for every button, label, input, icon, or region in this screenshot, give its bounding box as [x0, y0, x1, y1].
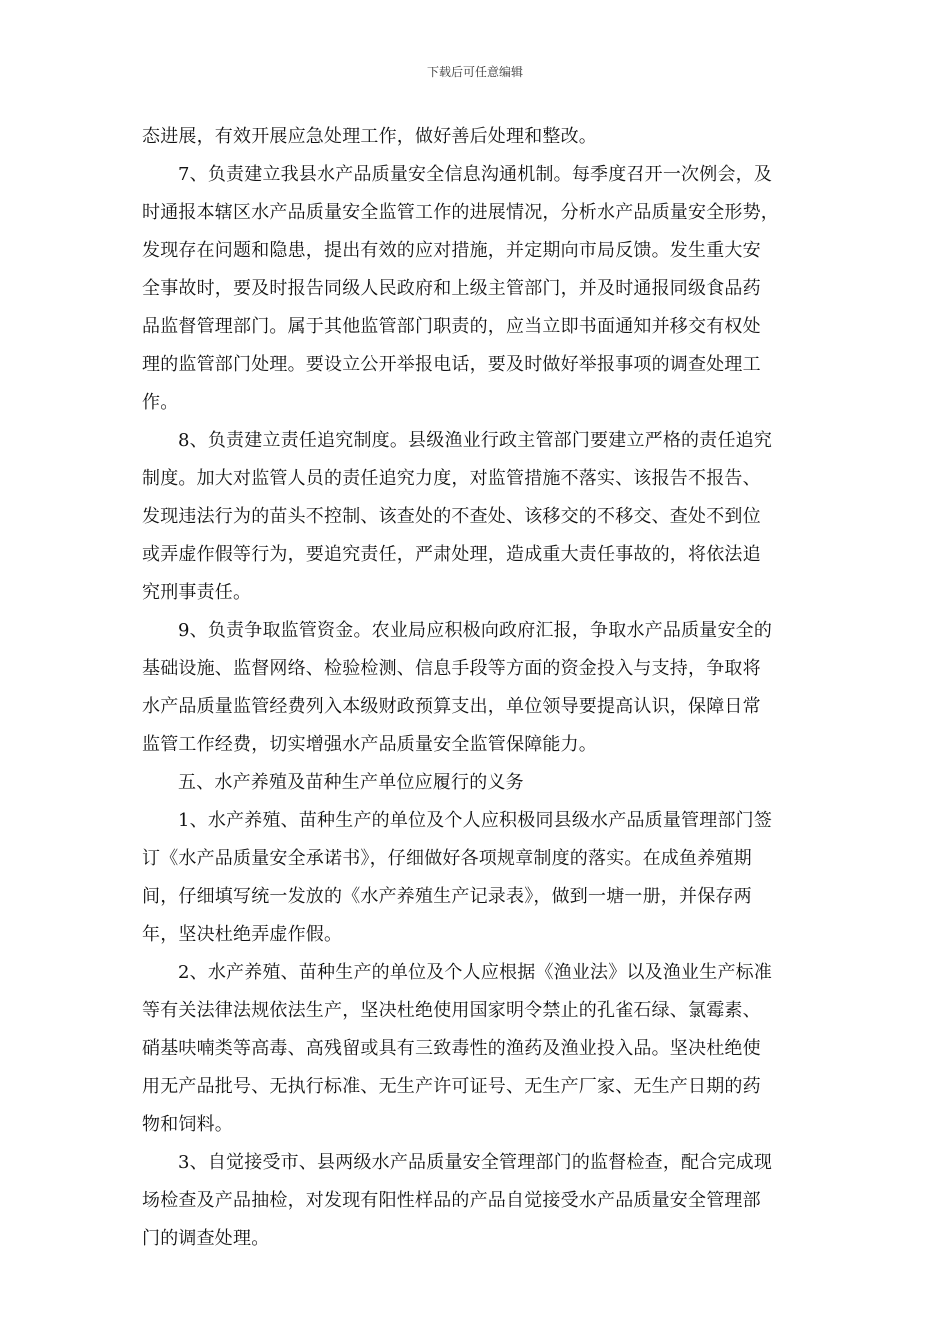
page-header: 下载后可任意编辑	[426, 65, 523, 79]
text-line: 硝基呋喃类等高毒、高残留或具有三致毒性的渔药及渔业投入品。坚决杜绝使	[142, 1038, 761, 1059]
text-line: 态进展，有效开展应急处理工作，做好善后处理和整改。	[142, 126, 597, 147]
text-line: 1、水产养殖、苗种生产的单位及个人应积极同县级水产品质量管理部门签	[178, 810, 773, 831]
text-line: 等有关法律法规依法生产，坚决杜绝使用国家明令禁止的孔雀石绿、氯霉素、	[142, 1000, 761, 1021]
text-line: 3、自觉接受市、县两级水产品质量安全管理部门的监督检查，配合完成现	[178, 1152, 773, 1173]
text-line: 水产品质量监管经费列入本级财政预算支出，单位领导要提高认识，保障日常	[142, 696, 761, 717]
text-line: 究刑事责任。	[142, 582, 252, 603]
text-line: 理的监管部门处理。要设立公开举报电话，要及时做好举报事项的调查处理工	[142, 354, 761, 375]
text-line: 8、负责建立责任追究制度。县级渔业行政主管部门要建立严格的责任追究	[178, 430, 773, 451]
text-line: 物和饲料。	[142, 1114, 233, 1135]
text-line: 或弄虚作假等行为，要追究责任，严肃处理，造成重大责任事故的，将依法追	[142, 544, 761, 565]
text-line: 监管工作经费，切实增强水产品质量安全监管保障能力。	[142, 734, 597, 755]
text-line: 品监督管理部门。属于其他监管部门职责的，应当立即书面通知并移交有权处	[142, 316, 761, 337]
text-line: 全事故时，要及时报告同级人民政府和上级主管部门，并及时通报同级食品药	[142, 278, 761, 299]
text-line: 发现违法行为的苗头不控制、该查处的不查处、该移交的不移交、查处不到位	[142, 506, 761, 527]
text-line: 场检查及产品抽检，对发现有阳性样品的产品自觉接受水产品质量安全管理部	[142, 1190, 761, 1211]
section-heading: 五、水产养殖及苗种生产单位应履行的义务	[178, 772, 524, 793]
text-line: 基础设施、监督网络、检验检测、信息手段等方面的资金投入与支持，争取将	[142, 658, 761, 679]
text-line: 门的调查处理。	[142, 1228, 270, 1249]
text-line: 作。	[142, 392, 179, 413]
text-line: 间，仔细填写统一发放的《水产养殖生产记录表》，做到一塘一册，并保存两	[142, 886, 752, 907]
text-line: 时通报本辖区水产品质量安全监管工作的进展情况，分析水产品质量安全形势，	[142, 202, 779, 223]
text-line: 发现存在问题和隐患，提出有效的应对措施，并定期向市局反馈。发生重大安	[142, 240, 761, 261]
text-line: 9、负责争取监管资金。农业局应积极向政府汇报，争取水产品质量安全的	[178, 620, 773, 641]
text-line: 用无产品批号、无执行标准、无生产许可证号、无生产厂家、无生产日期的药	[142, 1076, 761, 1097]
text-line: 订《水产品质量安全承诺书》，仔细做好各项规章制度的落实。在成鱼养殖期	[142, 848, 752, 869]
text-line: 2、水产养殖、苗种生产的单位及个人应根据《渔业法》以及渔业生产标准	[178, 962, 773, 983]
text-line: 年，坚决杜绝弄虚作假。	[142, 924, 343, 945]
text-line: 7、负责建立我县水产品质量安全信息沟通机制。每季度召开一次例会，及	[178, 164, 773, 185]
document-body	[142, 118, 812, 1258]
text-line: 制度。加大对监管人员的责任追究力度，对监管措施不落实、该报告不报告、	[142, 468, 761, 489]
